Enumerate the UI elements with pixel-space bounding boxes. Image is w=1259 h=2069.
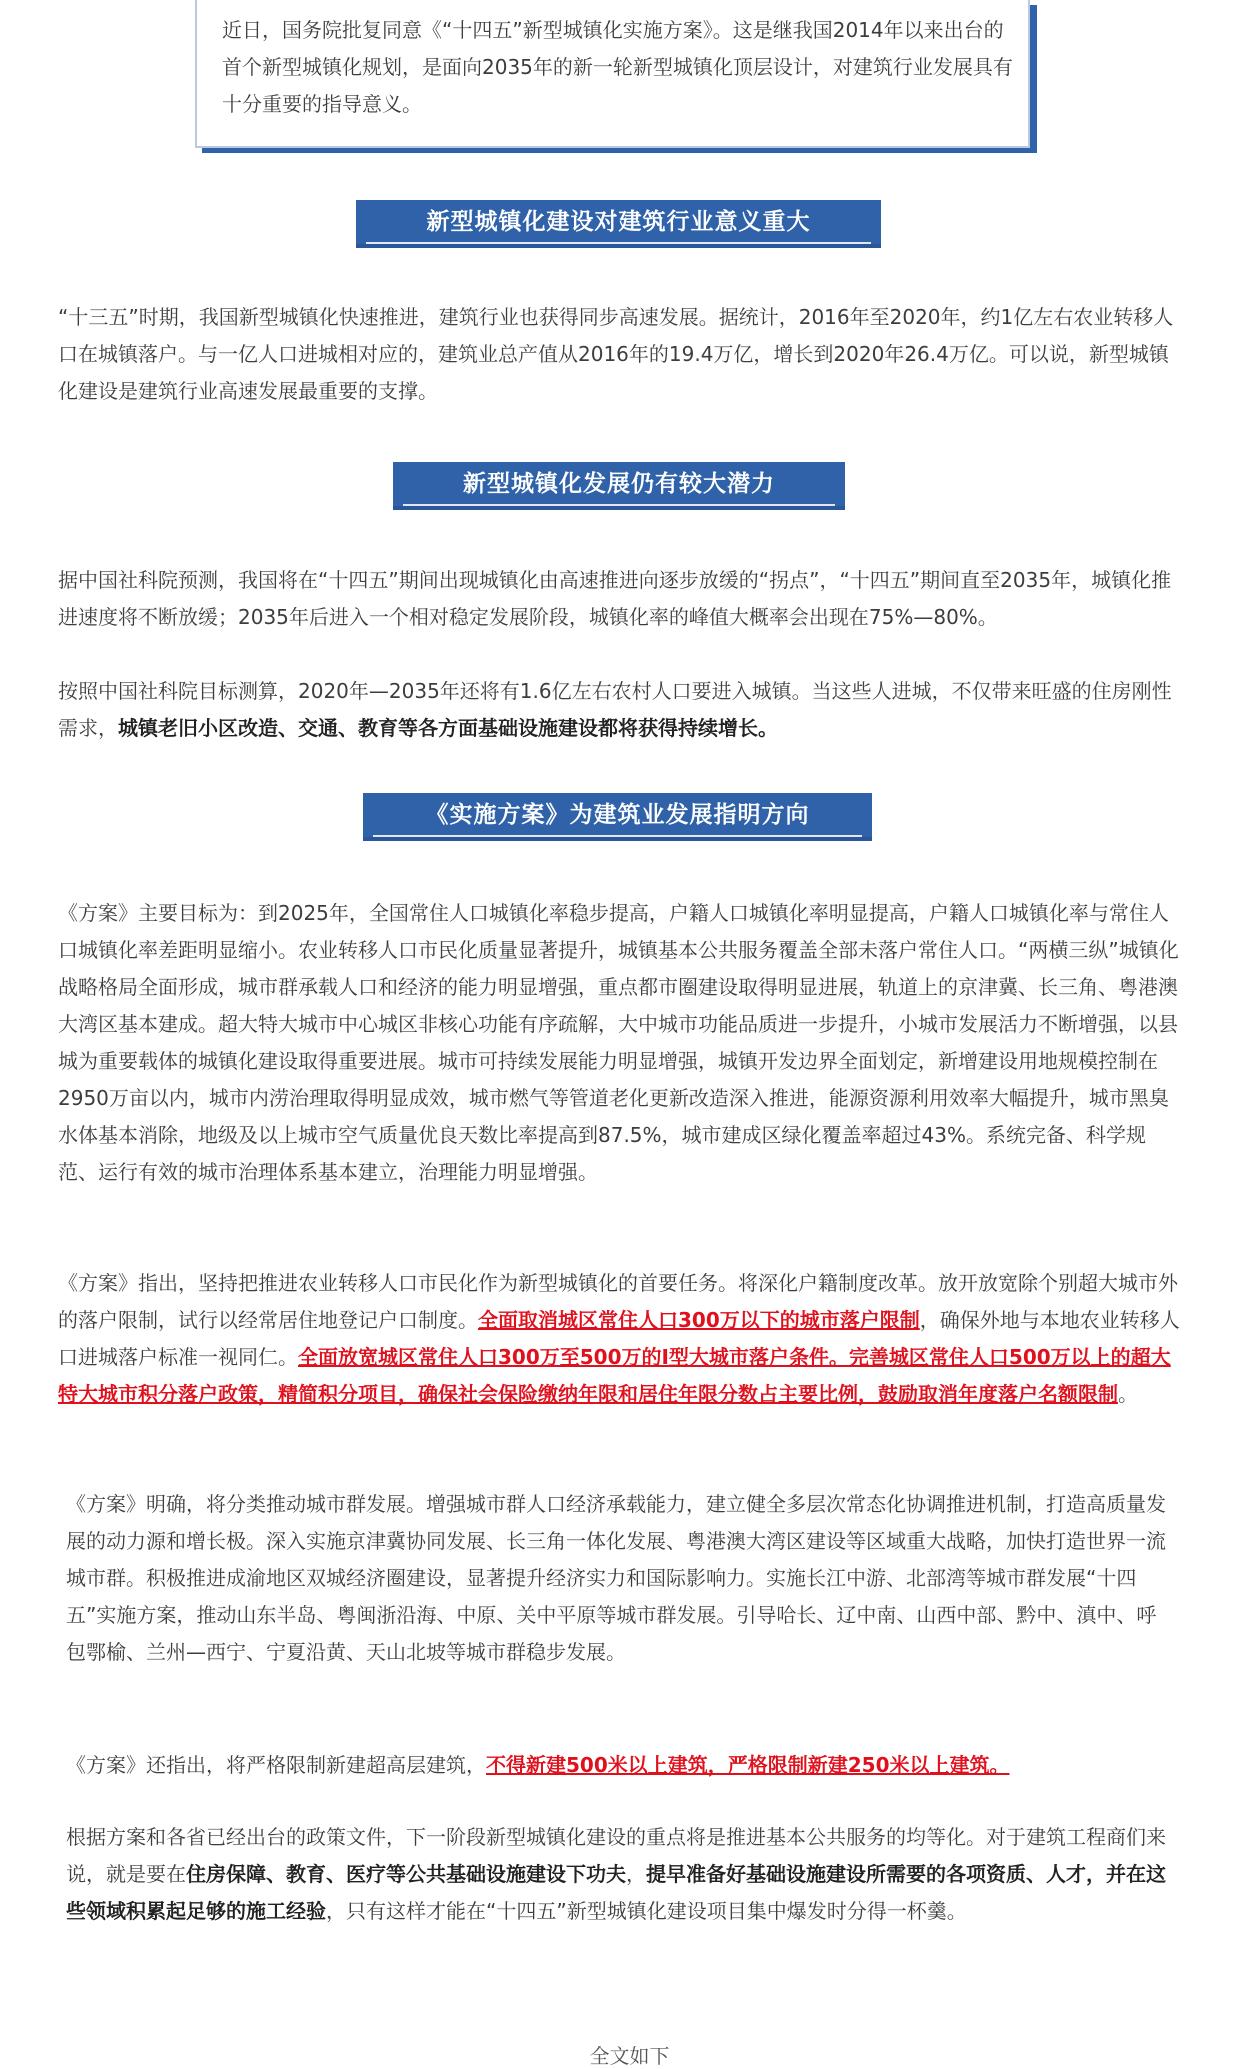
emphasis-text: 住房保障、教育、医疗等公共基础设施建设下功夫 [186, 1862, 626, 1886]
section-title-3: 《实施方案》为建筑业发展指明方向 [363, 793, 872, 841]
section-title-1: 新型城镇化建设对建筑行业意义重大 [356, 200, 881, 248]
highlight-text: 全面放宽城区常住人口300万至500万的I型大城市落户条件。完善城区常住人口500万以上的超大特大城市积分落户政策，精简积分项目，确保社会保险缴纳年限和居住年限分数占主要比例，鼓励取消年度落户名额限制 [58, 1345, 1171, 1406]
section-3-paragraph-3: 《方案》明确，将分类推动城市群发展。增强城市群人口经济承载能力，建立健全多层次常态化协调推进机制，打造高质量发展的动力源和增长极。深入实施京津冀协同发展、长三角一体化发展、粤港澳大湾区建设等区域重大战略，加快打造世界一流城市群。积极推进成渝地区双城经济圈建设，显著提升经济实力和国际影响力。实施长江中游、北部湾等城市群发展“十四五”实施方案，推动山东半岛、粤闽浙沿海、中原、关中平原等城市群发展。引导哈长、辽中南、山西中部、黔中、滇中、呼包鄂榆、兰州—西宁、宁夏沿黄、天山北坡等城市群稳步发展。 [66, 1492, 1166, 1664]
emphasis-text: 提早准备好基础设施建设所需要的各项资质、人才，并在这些领域积累起足够的施工经验 [66, 1862, 1166, 1923]
section-title-2: 新型城镇化发展仍有较大潜力 [393, 462, 845, 510]
section-3-paragraph-1: 《方案》主要目标为：到2025年，全国常住人口城镇化率稳步提高，户籍人口城镇化率明显提高，户籍人口城镇化率与常住人口城镇化率差距明显缩小。农业转移人口市民化质量显著提升，城镇基本公共服务覆盖全部未落户常住人口。“两横三纵”城镇化战略格局全面形成，城市群承载人口和经济的能力明显增强，重点都市圈建设取得明显进展，轨道上的京津冀、长三角、粤港澳大湾区基本建成。超大特大城市中心城区非核心功能有序疏解，大中城市功能品质进一步提升，小城市发展活力不断增强，以县城为重要载体的城镇化建设取得重要进展。城市可持续发展能力明显增强，城镇开发边界全面划定，新增建设用地规模控制在2950万亩以内，城市内涝治理取得明显成效，城市燃气等管道老化更新改造深入推进，能源资源利用效率大幅提升，城市黑臭水体基本消除，地级及以上城市空气质量优良天数比率提高到87.5%，城市建成区绿化覆盖率超过43%。系统完备、科学规范、运行有效的城市治理体系基本建立，治理能力明显增强。 [58, 901, 1179, 1184]
footer-caption: 全文如下 [589, 2044, 670, 2068]
highlight-text: 不得新建500米以上建筑，严格限制新建250米以上建筑。 [486, 1753, 1010, 1777]
section-3-paragraph-2: 《方案》指出，坚持把推进农业转移人口市民化作为新型城镇化的首要任务。将深化户籍制度改革。放开放宽除个别超大城市外的落户限制，试行以经常居住地登记户口制度。全面取消城区常住人口300万以下的城市落户限制，确保外地与本地农业转移人口进城落户标准一视同仁。全面放宽城区常住人口300万至500万的I型大城市落户条件。完善城区常住人口500万以上的超大特大城市积分落户政策，精简积分项目，确保社会保险缴纳年限和居住年限分数占主要比例，鼓励取消年度落户名额限制。 [58, 1271, 1180, 1406]
intro-text: 近日，国务院批复同意《“十四五”新型城镇化实施方案》。这是继我国2014年以来出台的首个新型城镇化规划，是面向2035年的新一轮新型城镇化顶层设计，对建筑行业发展具有十分重要的指导意义。 [222, 18, 1013, 116]
section-2-paragraph-2: 按照中国社科院目标测算，2020年—2035年还将有1.6亿左右农村人口要进入城镇。当这些人进城，不仅带来旺盛的住房刚性需求，城镇老旧小区改造、交通、教育等各方面基础设施建设都将获得持续增长。 [58, 679, 1172, 740]
section-3-paragraph-5: 根据方案和各省已经出台的政策文件，下一阶段新型城镇化建设的重点将是推进基本公共服务的均等化。对于建筑工程商们来说，就是要在住房保障、教育、医疗等公共基础设施建设下功夫，提早准备好基础设施建设所需要的各项资质、人才，并在这些领域积累起足够的施工经验，只有这样才能在“十四五”新型城镇化建设项目集中爆发时分得一杯羹。 [66, 1825, 1166, 1923]
highlight-text: 全面取消城区常住人口300万以下的城市落户限制 [478, 1308, 920, 1332]
section-2-paragraph-1: 据中国社科院预测，我国将在“十四五”期间出现城镇化由高速推进向逐步放缓的“拐点”，“十四五”期间直至2035年，城镇化推进速度将不断放缓；2035年后进入一个相对稳定发展阶段，城镇化率的峰值大概率会出现在75%—80%。 [58, 568, 1172, 629]
section-3-paragraph-4: 《方案》还指出，将严格限制新建超高层建筑，不得新建500米以上建筑，严格限制新建250米以上建筑。 [66, 1753, 1010, 1777]
emphasis-text: 城镇老旧小区改造、交通、教育等各方面基础设施建设都将获得持续增长。 [118, 716, 778, 740]
section-1-paragraph: “十三五”时期，我国新型城镇化快速推进，建筑行业也获得同步高速发展。据统计，2016年至2020年，约1亿左右农业转移人口在城镇落户。与一亿人口进城相对应的，建筑业总产值从2016年的19.4万亿，增长到2020年26.4万亿。可以说，新型城镇化建设是建筑行业高速发展最重要的支撑。 [58, 305, 1174, 403]
